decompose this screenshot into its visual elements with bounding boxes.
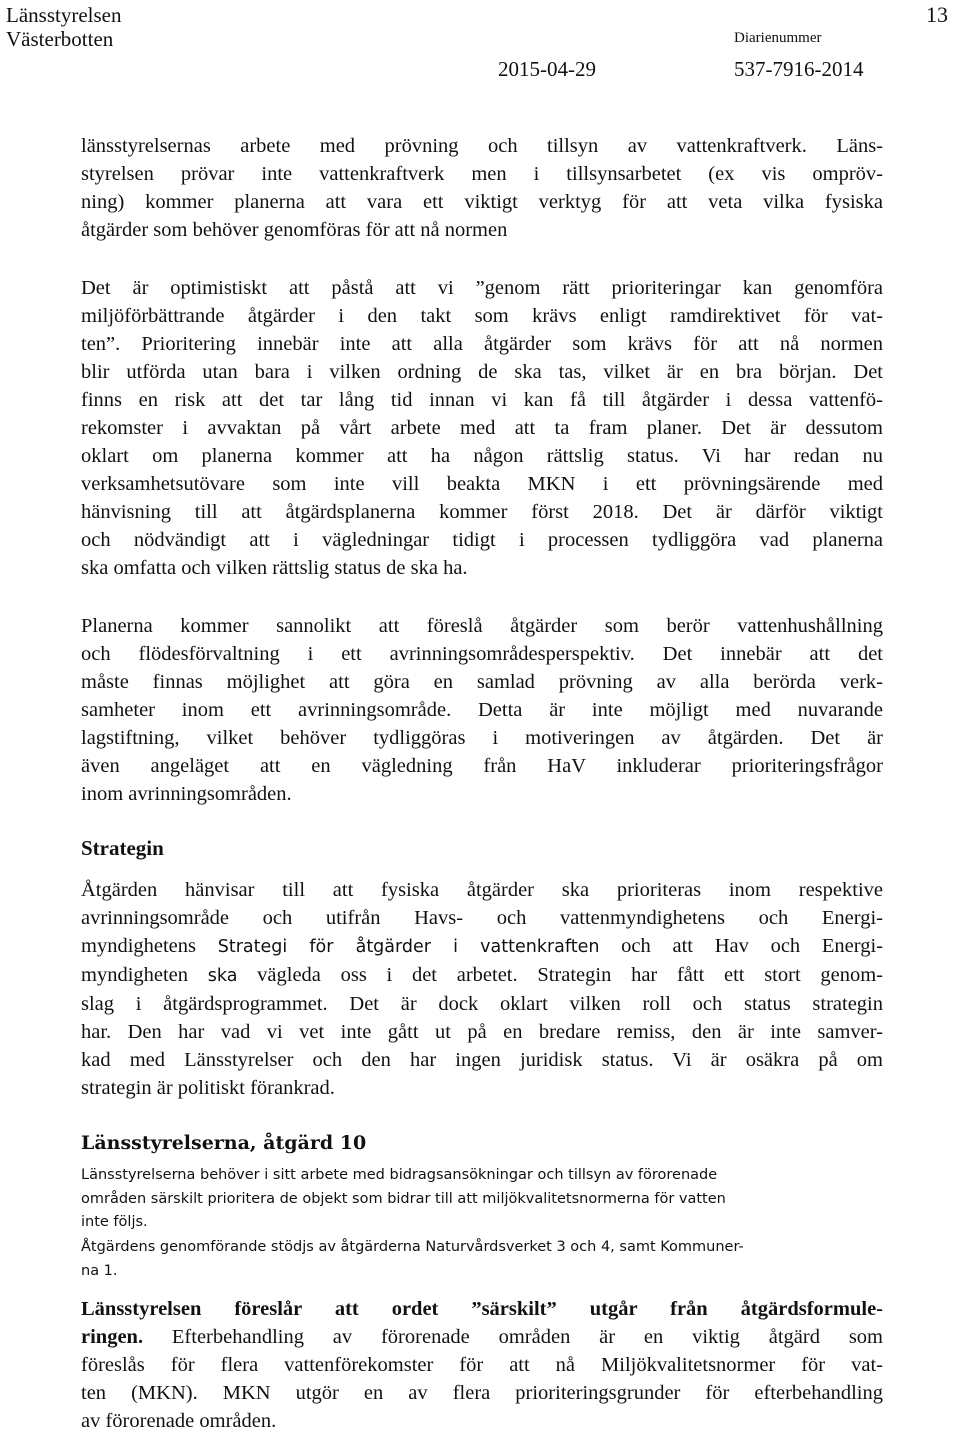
text-line <box>81 932 883 961</box>
text-line: har. Den har vad vi vet inte gått ut på en bredare remiss, den är inte samver- <box>81 1021 883 1043</box>
text-line: ten (MKN). MKN utgör en av flera prioriteringsgrunder för efterbehandling <box>81 1382 883 1404</box>
text-line: inte följs. <box>81 1214 148 1230</box>
text-line: slag i åtgärdsprogrammet. Det är dock oklart vilken roll och status strategin <box>81 993 883 1015</box>
document-date: 2015-04-29 <box>498 57 596 81</box>
text-line: ten”. Prioritering innebär inte att alla åtgärder som krävs för att nå normen <box>81 333 883 355</box>
text-line: även angeläget att en vägledning från HaV inkluderar prioriteringsfrågor <box>81 755 883 777</box>
section-heading-atgard-10: Länsstyrelserna, åtgärd 10 <box>81 1132 367 1154</box>
paragraph-3 <box>81 612 883 808</box>
text-line: inom avrinningsområden. <box>81 783 292 805</box>
text-line: och nödvändigt att i vägledningar tidigt i processen tydliggöra vad planerna <box>81 529 883 551</box>
text-line: Åtgärden hänvisar till att fysiska åtgärder ska prioriteras inom respektive <box>81 879 883 901</box>
text-line: åtgärder som behöver genomföras för att nå normen <box>81 219 508 241</box>
text-line: ning) kommer planerna att vara ett viktigt verktyg för att veta vilka fysiska <box>81 191 883 213</box>
text-line: hänvisning till att åtgärdsplanerna kommer först 2018. Det är därför viktigt <box>81 501 883 523</box>
proposal-line: Länsstyrelsen föreslår att ordet ”särskilt” utgår från åtgärdsformule- <box>81 1298 883 1320</box>
text-line <box>81 1323 883 1351</box>
atgard-text-2 <box>81 1236 861 1283</box>
paragraph-4 <box>81 876 883 1102</box>
text-line: länsstyrelsernas arbete med prövning och tillsyn av vattenkraftverk. Läns- <box>81 135 883 157</box>
text-line: miljöförbättrande åtgärder i den takt som krävs enligt ramdirektivet för vat- <box>81 305 883 327</box>
strategy-title: Strategi för åtgärder i vattenkraften <box>217 937 600 957</box>
page-number: 13 <box>926 2 948 27</box>
text-line: Länsstyrelserna behöver i sitt arbete med bidragsansökningar och tillsyn av förorenade <box>81 1167 718 1183</box>
text-line: ska omfatta och vilken rättslig status de ska ha. <box>81 557 468 579</box>
text-line: rekomster i avvaktan på vårt arbete med att ta fram planer. Det är dessutom <box>81 417 883 439</box>
text-line: oklart om planerna kommer att ha någon rättslig status. Vi har redan nu <box>81 445 883 467</box>
atgard-text-1 <box>81 1164 861 1235</box>
text-line: finns en risk att det tar lång tid innan vi kan få till åtgärder i dessa vattenfö- <box>81 389 883 411</box>
diarie-number: 537-7916-2014 <box>734 57 864 81</box>
text-segment: myndigheten <box>81 964 208 986</box>
text-line: samheter inom ett avrinningsområde. Detta är inte möjligt med nuvarande <box>81 699 883 721</box>
text-line: föreslås för flera vattenförekomster för att nå Miljökvalitetsnormer för vat- <box>81 1354 883 1376</box>
proposal-line-end: ringen. <box>81 1326 144 1348</box>
text-segment: Efterbehandling av förorenade områden är en viktig åtgärd som <box>143 1326 883 1348</box>
text-line: och flödesförvaltning i ett avrinningsområdesperspektiv. Det innebär att det <box>81 643 883 665</box>
org-name: Länsstyrelsen <box>6 3 122 27</box>
text-line: Planerna kommer sannolikt att föreslå åtgärder som berör vattenhushållning <box>81 615 883 637</box>
section-heading-strategin: Strategin <box>81 836 164 860</box>
text-line: lagstiftning, vilket behöver tydliggöras i motiveringen av åtgärden. Det är <box>81 727 883 749</box>
text-line: av förorenade områden. <box>81 1410 277 1432</box>
paragraph-5 <box>81 1295 883 1435</box>
text-line <box>81 961 883 990</box>
paragraph-1 <box>81 132 883 244</box>
diarie-label: Diarienummer <box>734 30 822 46</box>
text-segment: ska <box>207 966 238 986</box>
text-line: na 1. <box>81 1262 118 1279</box>
org-region: Västerbotten <box>6 27 114 51</box>
text-segment: och att Hav och Energi- <box>599 935 883 957</box>
text-line: styrelsen prövar inte vattenkraftverk men i tillsynsarbetet (ex vis ompröv- <box>81 163 883 185</box>
text-line: verksamhetsutövare som inte vill beakta MKN i ett prövningsärende med <box>81 473 883 495</box>
text-line: Åtgärdens genomförande stödjs av åtgärderna Naturvårdsverket 3 och 4, samt Kommuner- <box>81 1239 744 1255</box>
text-line: Det är optimistiskt att påstå att vi ”genom rätt prioriteringar kan genomföra <box>81 277 883 299</box>
text-line: måste finnas möjlighet att göra en samlad prövning av alla berörda verk- <box>81 671 883 693</box>
text-segment: myndighetens <box>81 935 218 957</box>
text-segment: vägleda oss i det arbetet. Strategin har fått ett stort genom- <box>237 964 883 986</box>
text-line: avrinningsområde och utifrån Havs- och vattenmyndighetens och Energi- <box>81 907 883 929</box>
text-line: strategin är politiskt förankrad. <box>81 1077 335 1099</box>
text-line: områden särskilt prioritera de objekt som bidrar till att miljökvalitetsnormerna för vatten <box>81 1190 726 1207</box>
text-line: kad med Länsstyrelser och den har ingen juridisk status. Vi är osäkra på om <box>81 1049 883 1071</box>
text-line: blir utförda utan bara i vilken ordning de ska tas, vilket är en bra början. Det <box>81 361 883 383</box>
paragraph-2 <box>81 274 883 582</box>
